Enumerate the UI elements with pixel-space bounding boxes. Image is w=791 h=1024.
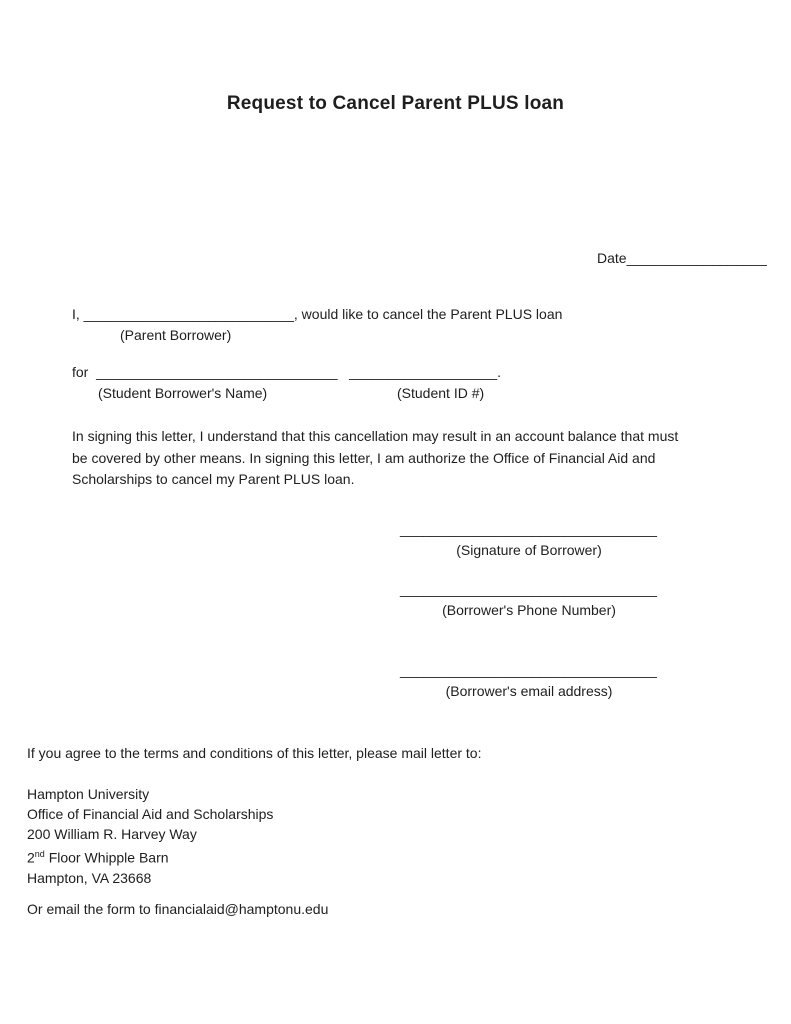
for-prefix: for [72,364,97,380]
paragraph-line: be covered by other means. In signing this letter, I am authorize the Office of Financial Aid and [72,449,656,466]
paragraph-line: In signing this letter, I understand that this cancellation may result in an account balance that must [72,428,679,444]
floor-rest: Floor Whipple Barn [44,849,169,866]
address-line-office: Office of Financial Aid and Scholarships [27,806,274,822]
phone-field [400,581,658,618]
mailing-address [27,784,273,888]
date-blank-line: __________________ [626,250,767,266]
address-line-city: Hampton, VA 23668 [27,869,152,886]
signature-field [400,521,658,558]
paragraph-line: Scholarships to cancel my Parent PLUS loan. [72,471,355,487]
signature-caption: (Signature of Borrower) [456,542,602,558]
email-field [400,662,658,699]
phone-blank-line: _________________________________ [400,581,657,597]
intro-suffix: , would like to cancel the Parent PLUS loan [293,306,563,322]
floor-number: 2 [27,849,35,866]
for-suffix: . [497,364,501,380]
student-id-caption: (Student ID #) [397,385,485,401]
document-title: Request to Cancel Parent PLUS loan [226,93,565,114]
student-id-blank: ___________________ [349,364,498,380]
phone-caption: (Borrower's Phone Number) [442,602,616,618]
email-blank-line: _________________________________ [400,662,657,678]
address-line-floor [27,844,273,868]
student-name-caption: (Student Borrower's Name) [98,385,268,401]
date-label: Date [597,250,627,266]
email-instruction-prefix: Or email the form to [27,901,155,917]
intro-prefix: I, [72,306,84,322]
parent-borrower-caption: (Parent Borrower) [120,327,232,343]
student-name-blank: _______________________________ [96,364,338,380]
email-instruction [27,901,328,917]
intro-sentence [72,306,562,322]
for-line-gap [338,364,350,380]
address-line-university: Hampton University [27,786,150,802]
floor-ordinal: nd [34,849,45,859]
signature-blank-line: _________________________________ [400,521,657,537]
for-line [72,364,501,380]
address-line-street: 200 William R. Harvey Way [27,826,197,842]
mail-instruction: If you agree to the terms and conditions of this letter, please mail letter to: [27,745,482,761]
email-caption: (Borrower's email address) [445,683,613,699]
parent-borrower-blank: ___________________________ [83,306,294,322]
date-field [597,250,767,266]
terms-paragraph [72,426,678,491]
email-address-text: financialaid@hamptonu.edu [154,901,329,917]
